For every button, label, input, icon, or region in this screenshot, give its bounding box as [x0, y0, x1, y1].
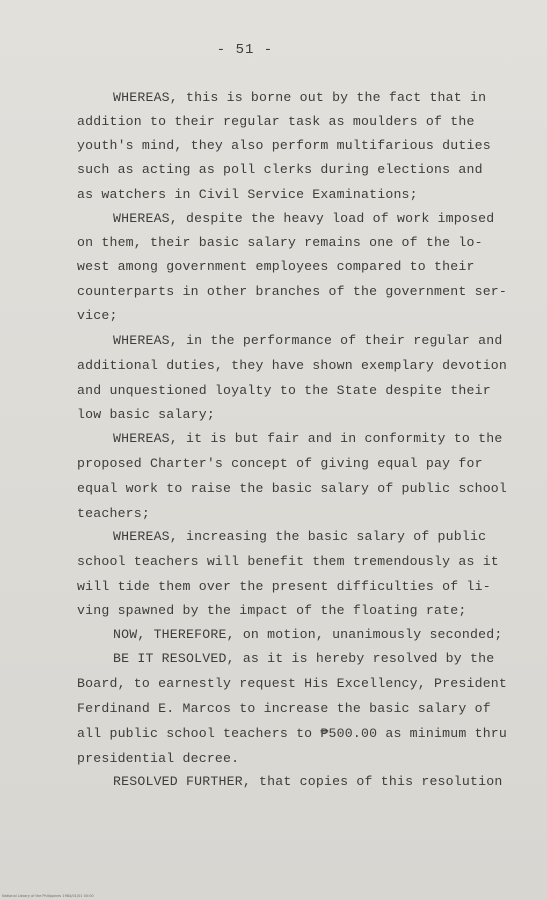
text-line: WHEREAS, this is borne out by the fact that in	[113, 90, 487, 105]
text-line: counterparts in other branches of the government ser-	[77, 284, 508, 299]
text-line: BE IT RESOLVED, as it is hereby resolved by the	[113, 651, 495, 666]
text-line: and unquestioned loyalty to the State despite their	[77, 383, 491, 398]
text-line: equal work to raise the basic salary of public school	[77, 481, 508, 496]
text-line: RESOLVED FURTHER, that copies of this resolution	[113, 774, 503, 789]
text-line: all public school teachers to ₱500.00 as minimum thru	[77, 726, 508, 741]
text-line: WHEREAS, despite the heavy load of work imposed	[113, 211, 495, 226]
text-line: Board, to earnestly request His Excellency, President	[77, 676, 508, 691]
text-line: WHEREAS, in the performance of their regular and	[113, 333, 503, 348]
text-line: low basic salary;	[77, 407, 215, 422]
text-line: on them, their basic salary remains one of the lo-	[77, 235, 483, 250]
text-line: WHEREAS, it is but fair and in conformity to the	[113, 431, 503, 446]
text-line: presidential decree.	[77, 751, 240, 766]
text-line: as watchers in Civil Service Examinations;	[77, 187, 418, 202]
text-line: ving spawned by the impact of the floating rate;	[77, 603, 467, 618]
text-line: addition to their regular task as moulders of the	[77, 114, 475, 129]
text-line: such as acting as poll clerks during elections and	[77, 162, 483, 177]
text-line: proposed Charter's concept of giving equal pay for	[77, 456, 483, 471]
page-number: - 51 -	[216, 42, 274, 58]
text-line: youth's mind, they also perform multifarious duties	[77, 138, 491, 153]
text-line: Ferdinand E. Marcos to increase the basic salary of	[77, 701, 491, 716]
text-line: vice;	[77, 308, 118, 323]
text-line: additional duties, they have shown exemplary devotion	[77, 358, 508, 373]
scan-footer: National Library of the Philippines 1984/01/01 00:00	[2, 894, 94, 898]
text-line: school teachers will benefit them tremendously as it	[77, 554, 499, 569]
text-line: west among government employees compared to their	[77, 259, 475, 274]
text-line: NOW, THEREFORE, on motion, unanimously seconded;	[113, 627, 503, 642]
text-line: teachers;	[77, 506, 151, 521]
text-line: WHEREAS, increasing the basic salary of public	[113, 529, 487, 544]
text-line: will tide them over the present difficulties of li-	[77, 579, 491, 594]
